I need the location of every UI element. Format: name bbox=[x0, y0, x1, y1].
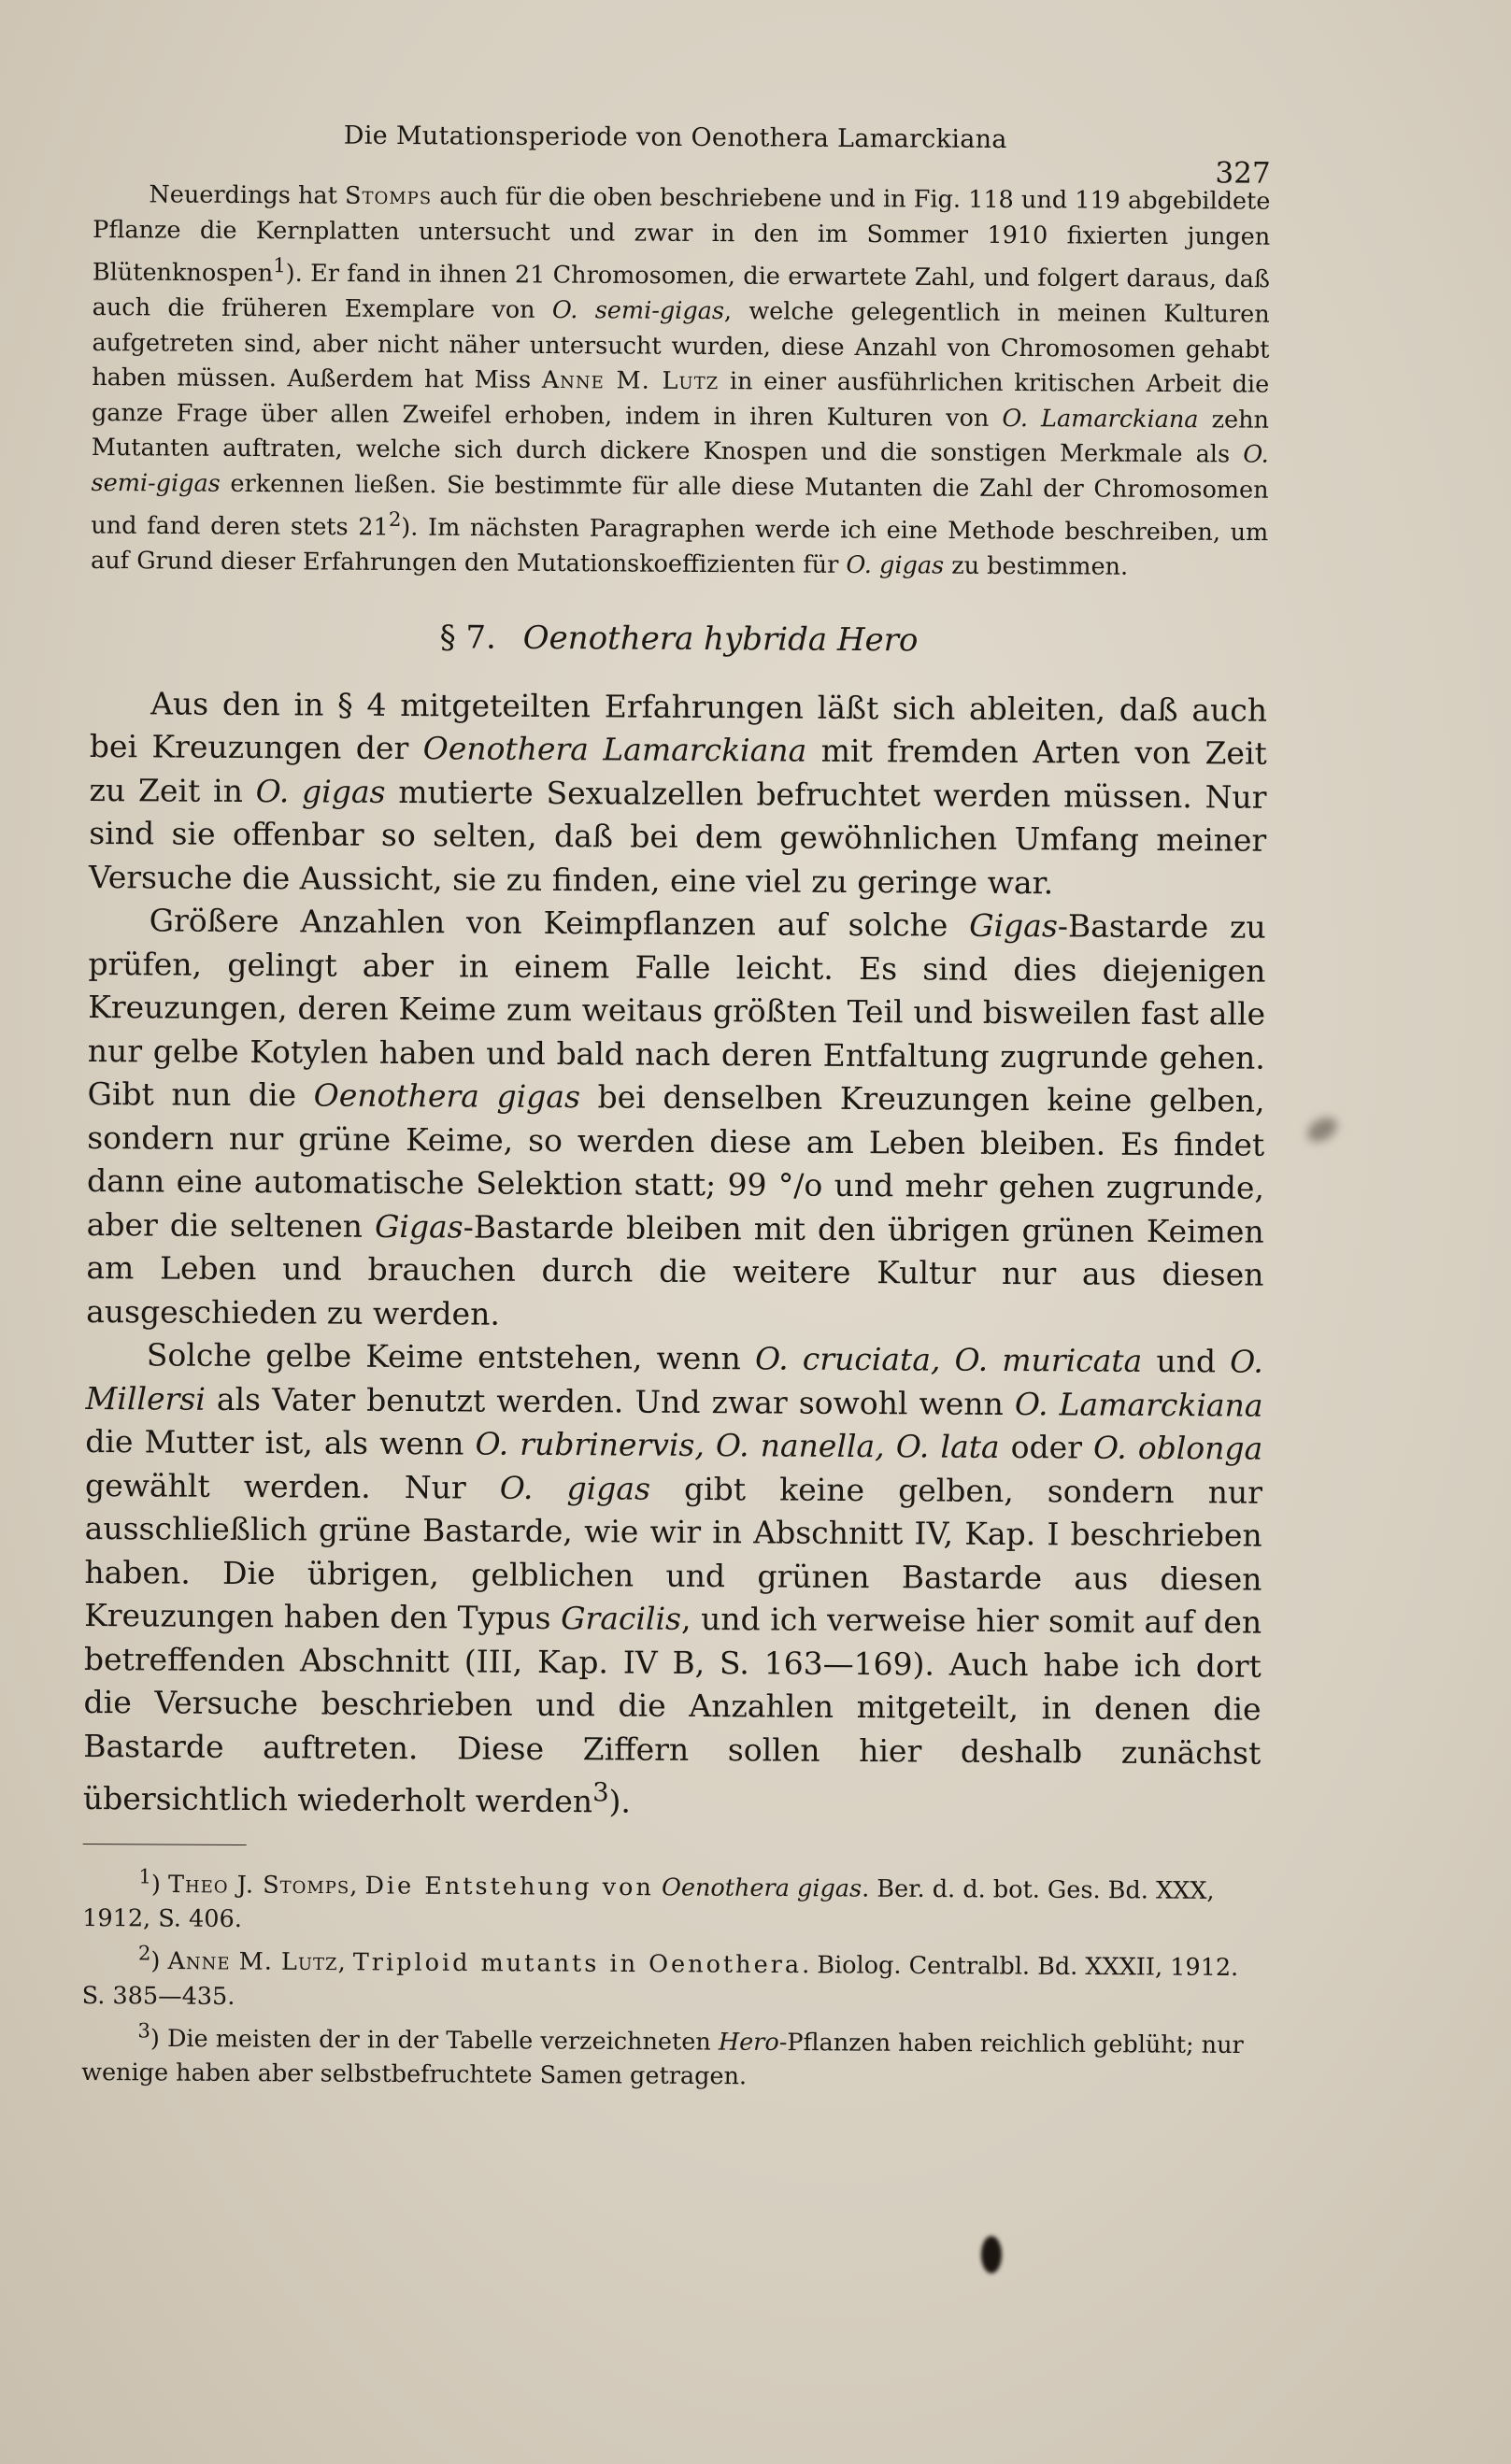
italic-text: O. gigas bbox=[255, 772, 386, 810]
text-run: ) bbox=[150, 1946, 168, 1976]
italic-text: O. cruciata, O. muricata bbox=[754, 1340, 1143, 1379]
text-run: mutierte Sexualzellen befruchtet werden müssen. Nur sind sie offenbar so selten, daß bei dem gewöhnlichen Umfang meiner Versuche die Aussicht, sie zu finden, eine viel zu geringe war. bbox=[88, 773, 1267, 901]
smudge-mark bbox=[1304, 1113, 1341, 1147]
text-run: bei denselben Kreuzungen keine gelben, sondern nur grüne Keime, so werden diese am Leben bleiben. Es findet dann eine automatische Selektion statt; 99 °/o und mehr gehen zugrunde, aber die seltenen bbox=[86, 1078, 1265, 1245]
italic-text: O. semi-gigas bbox=[91, 440, 1269, 498]
text-run: mit fremden Arten von Zeit zu Zeit in bbox=[89, 732, 1267, 809]
text-run: , und ich verweise hier somit auf den betreffenden Abschnitt (III, Kap. IV B, S. 163—169). Auch habe ich dort die Versuche beschrieben und die Anzahlen mitgeteilt, in denen die Bastarde auftreten. Diese Ziffern sollen hier deshalb zunächst übersichtlich wiederholt werden bbox=[82, 1600, 1262, 1820]
text-run: und bbox=[1142, 1342, 1231, 1380]
intro-paragraph-block bbox=[91, 178, 1271, 586]
italic-text: Gracilis bbox=[561, 1600, 682, 1637]
italic-text: O. gigas bbox=[846, 550, 945, 580]
footnote-ref: 1 bbox=[138, 1864, 152, 1888]
text-run: -Bastarde bleiben mit den übrigen grünen Keimen am Leben und brauchen durch die weitere Kultur nur aus diesen ausgeschieden zu werden. bbox=[86, 1207, 1264, 1332]
footnote bbox=[82, 1859, 1260, 1943]
text-run: Größere Anzahlen von Keimpflanzen auf solche bbox=[149, 902, 970, 944]
body-paragraph bbox=[86, 899, 1266, 1341]
text-run: . Biolog. Centralbl. Bd. XXXII, 1912. S. 385—435. bbox=[81, 1951, 1239, 2011]
footnotes bbox=[81, 1859, 1260, 2097]
footnote-ref: 2 bbox=[388, 507, 402, 533]
italic-text: Hero bbox=[718, 2028, 779, 2057]
author-name: Anne M. Lutz bbox=[541, 365, 720, 396]
work-title: Die Entstehung von bbox=[364, 1871, 654, 1901]
text-run: gibt keine gelben, sondern nur ausschließlich grüne Bastarde, wie wir in Abschnitt IV, Kap. I beschrieben haben. Die übrigen, gelblichen und grünen Bastarde aus diesen Kreuzungen haben den Typus bbox=[84, 1470, 1263, 1637]
author-name: Theo J. Stomps bbox=[167, 1870, 350, 1900]
text-run: , welche gelegentlich in meinen Kulturen aufgetreten sind, aber nicht näher untersucht wurden, diese Anzahl von Chromosomen gehabt haben müssen. Außerdem hat Miss bbox=[92, 297, 1270, 394]
italic-text: Gigas bbox=[374, 1207, 463, 1245]
text-run: zehn Mutanten auftraten, welche sich durch dickere Knospen und die sonstigen Merkmale als bbox=[91, 405, 1270, 469]
intro-paragraph bbox=[91, 178, 1271, 586]
footnote bbox=[81, 2013, 1259, 2097]
text-run: gewählt werden. Nur bbox=[84, 1466, 500, 1506]
body-paragraph bbox=[89, 681, 1267, 905]
italic-text: O. rubrinervis, O. nanella, O. lata bbox=[475, 1425, 1000, 1465]
section-title: Oenothera hybrida Hero bbox=[522, 619, 919, 659]
section-number: § 7. bbox=[439, 618, 497, 657]
italic-text: Oenothera gigas bbox=[661, 1873, 862, 1903]
footnote bbox=[82, 1936, 1260, 2020]
italic-text: O. Millersi bbox=[85, 1343, 1263, 1417]
text-run: , bbox=[337, 1948, 353, 1977]
footnote-divider bbox=[83, 1843, 247, 1844]
text-run: Neuerdings hat bbox=[149, 180, 346, 210]
italic-text: O. oblonga bbox=[1092, 1429, 1263, 1467]
italic-text: O. semi-gigas bbox=[551, 296, 725, 326]
italic-text: O. Lamarckiana bbox=[1002, 404, 1199, 434]
text-run: ) Die meisten der in der Tabelle verzeichneten bbox=[150, 2024, 719, 2057]
italic-text: Oenothera gigas bbox=[313, 1076, 581, 1116]
text-run bbox=[654, 1873, 662, 1901]
page-number: 327 bbox=[1215, 156, 1271, 191]
text-run: in einer ausführlichen kritischen Arbeit die ganze Frage über allen Zweifel erhoben, indem in ihren Kulturen von bbox=[91, 367, 1270, 433]
text-run: ). Im nächsten Paragraphen werde ich eine Methode beschreiben, um auf Grund dieser Erfahrungen den Mutationskoeffizienten für bbox=[90, 513, 1269, 579]
text-run: -Pflanzen haben reichlich geblüht; nur wenige haben aber selbstbefruchtete Samen getragen. bbox=[81, 2028, 1244, 2091]
footnote-ref: 3 bbox=[592, 1777, 609, 1808]
footnote-ref: 3 bbox=[137, 2018, 151, 2043]
work-title: Triploid mutants in Oenothera bbox=[352, 1948, 803, 1980]
text-run: ) bbox=[150, 1870, 169, 1899]
running-head: Die Mutationsperiode von Oenothera Lamarckiana bbox=[343, 121, 1007, 154]
section-heading bbox=[90, 616, 1267, 661]
italic-text: Oenothera Lamarckiana bbox=[422, 730, 807, 769]
author-name: Stomps bbox=[344, 181, 433, 211]
text-run: als Vater benutzt werden. Und zwar sowohl wenn bbox=[205, 1380, 1016, 1422]
text-run: Solche gelbe Keime entstehen, wenn bbox=[146, 1336, 756, 1377]
text-run: , bbox=[349, 1871, 365, 1900]
text-run: ). bbox=[608, 1783, 632, 1820]
ink-blot bbox=[981, 2236, 1002, 2273]
author-name: Anne M. Lutz bbox=[167, 1947, 338, 1977]
text-run: zu bestimmen. bbox=[944, 551, 1129, 581]
page-content bbox=[81, 112, 1271, 2098]
body-text bbox=[83, 681, 1267, 1828]
text-run: . Ber. d. d. bot. Ges. Bd. XXX, 1912, S. 406. bbox=[82, 1874, 1215, 1934]
text-run: auch für die oben beschriebene und in Fig. 118 und 119 abgebildete Pflanze die Kernplatten untersucht und zwar in den im Sommer 1910 fixierten jungen Blütenknospen bbox=[92, 182, 1271, 288]
footnote-ref: 1 bbox=[273, 254, 286, 278]
italic-text: O. Lamarckiana bbox=[1014, 1385, 1263, 1424]
text-run: ). Er fand in ihnen 21 Chromosomen, die erwartete Zahl, und folgert daraus, daß auch die früheren Exemplare von bbox=[92, 259, 1271, 325]
text-run: erkennen ließen. Sie bestimmte für alle diese Mutanten die Zahl der Chromosomen und fand deren stets 21 bbox=[91, 469, 1269, 542]
footnote-ref: 2 bbox=[137, 1942, 151, 1966]
page-header bbox=[93, 112, 1271, 191]
text-run: -Bastarde zu prüfen, gelingt aber in einem Falle leicht. Es sind dies diejenigen Kreuzungen, deren Keime zum weitaus größten Teil und bisweilen fast alle nur gelbe Kotylen haben und bald nach deren Entfaltung zugrunde gehen. Gibt nun die bbox=[87, 907, 1266, 1114]
italic-text: O. gigas bbox=[499, 1469, 651, 1507]
text-run: Aus den in § 4 mitgeteilten Erfahrungen läßt sich ableiten, daß auch bei Kreuzungen der bbox=[89, 684, 1268, 767]
text-run: die Mutter ist, als wenn bbox=[85, 1422, 476, 1462]
italic-text: Gigas bbox=[969, 906, 1058, 945]
body-paragraph bbox=[83, 1333, 1263, 1828]
text-run: oder bbox=[999, 1428, 1094, 1466]
